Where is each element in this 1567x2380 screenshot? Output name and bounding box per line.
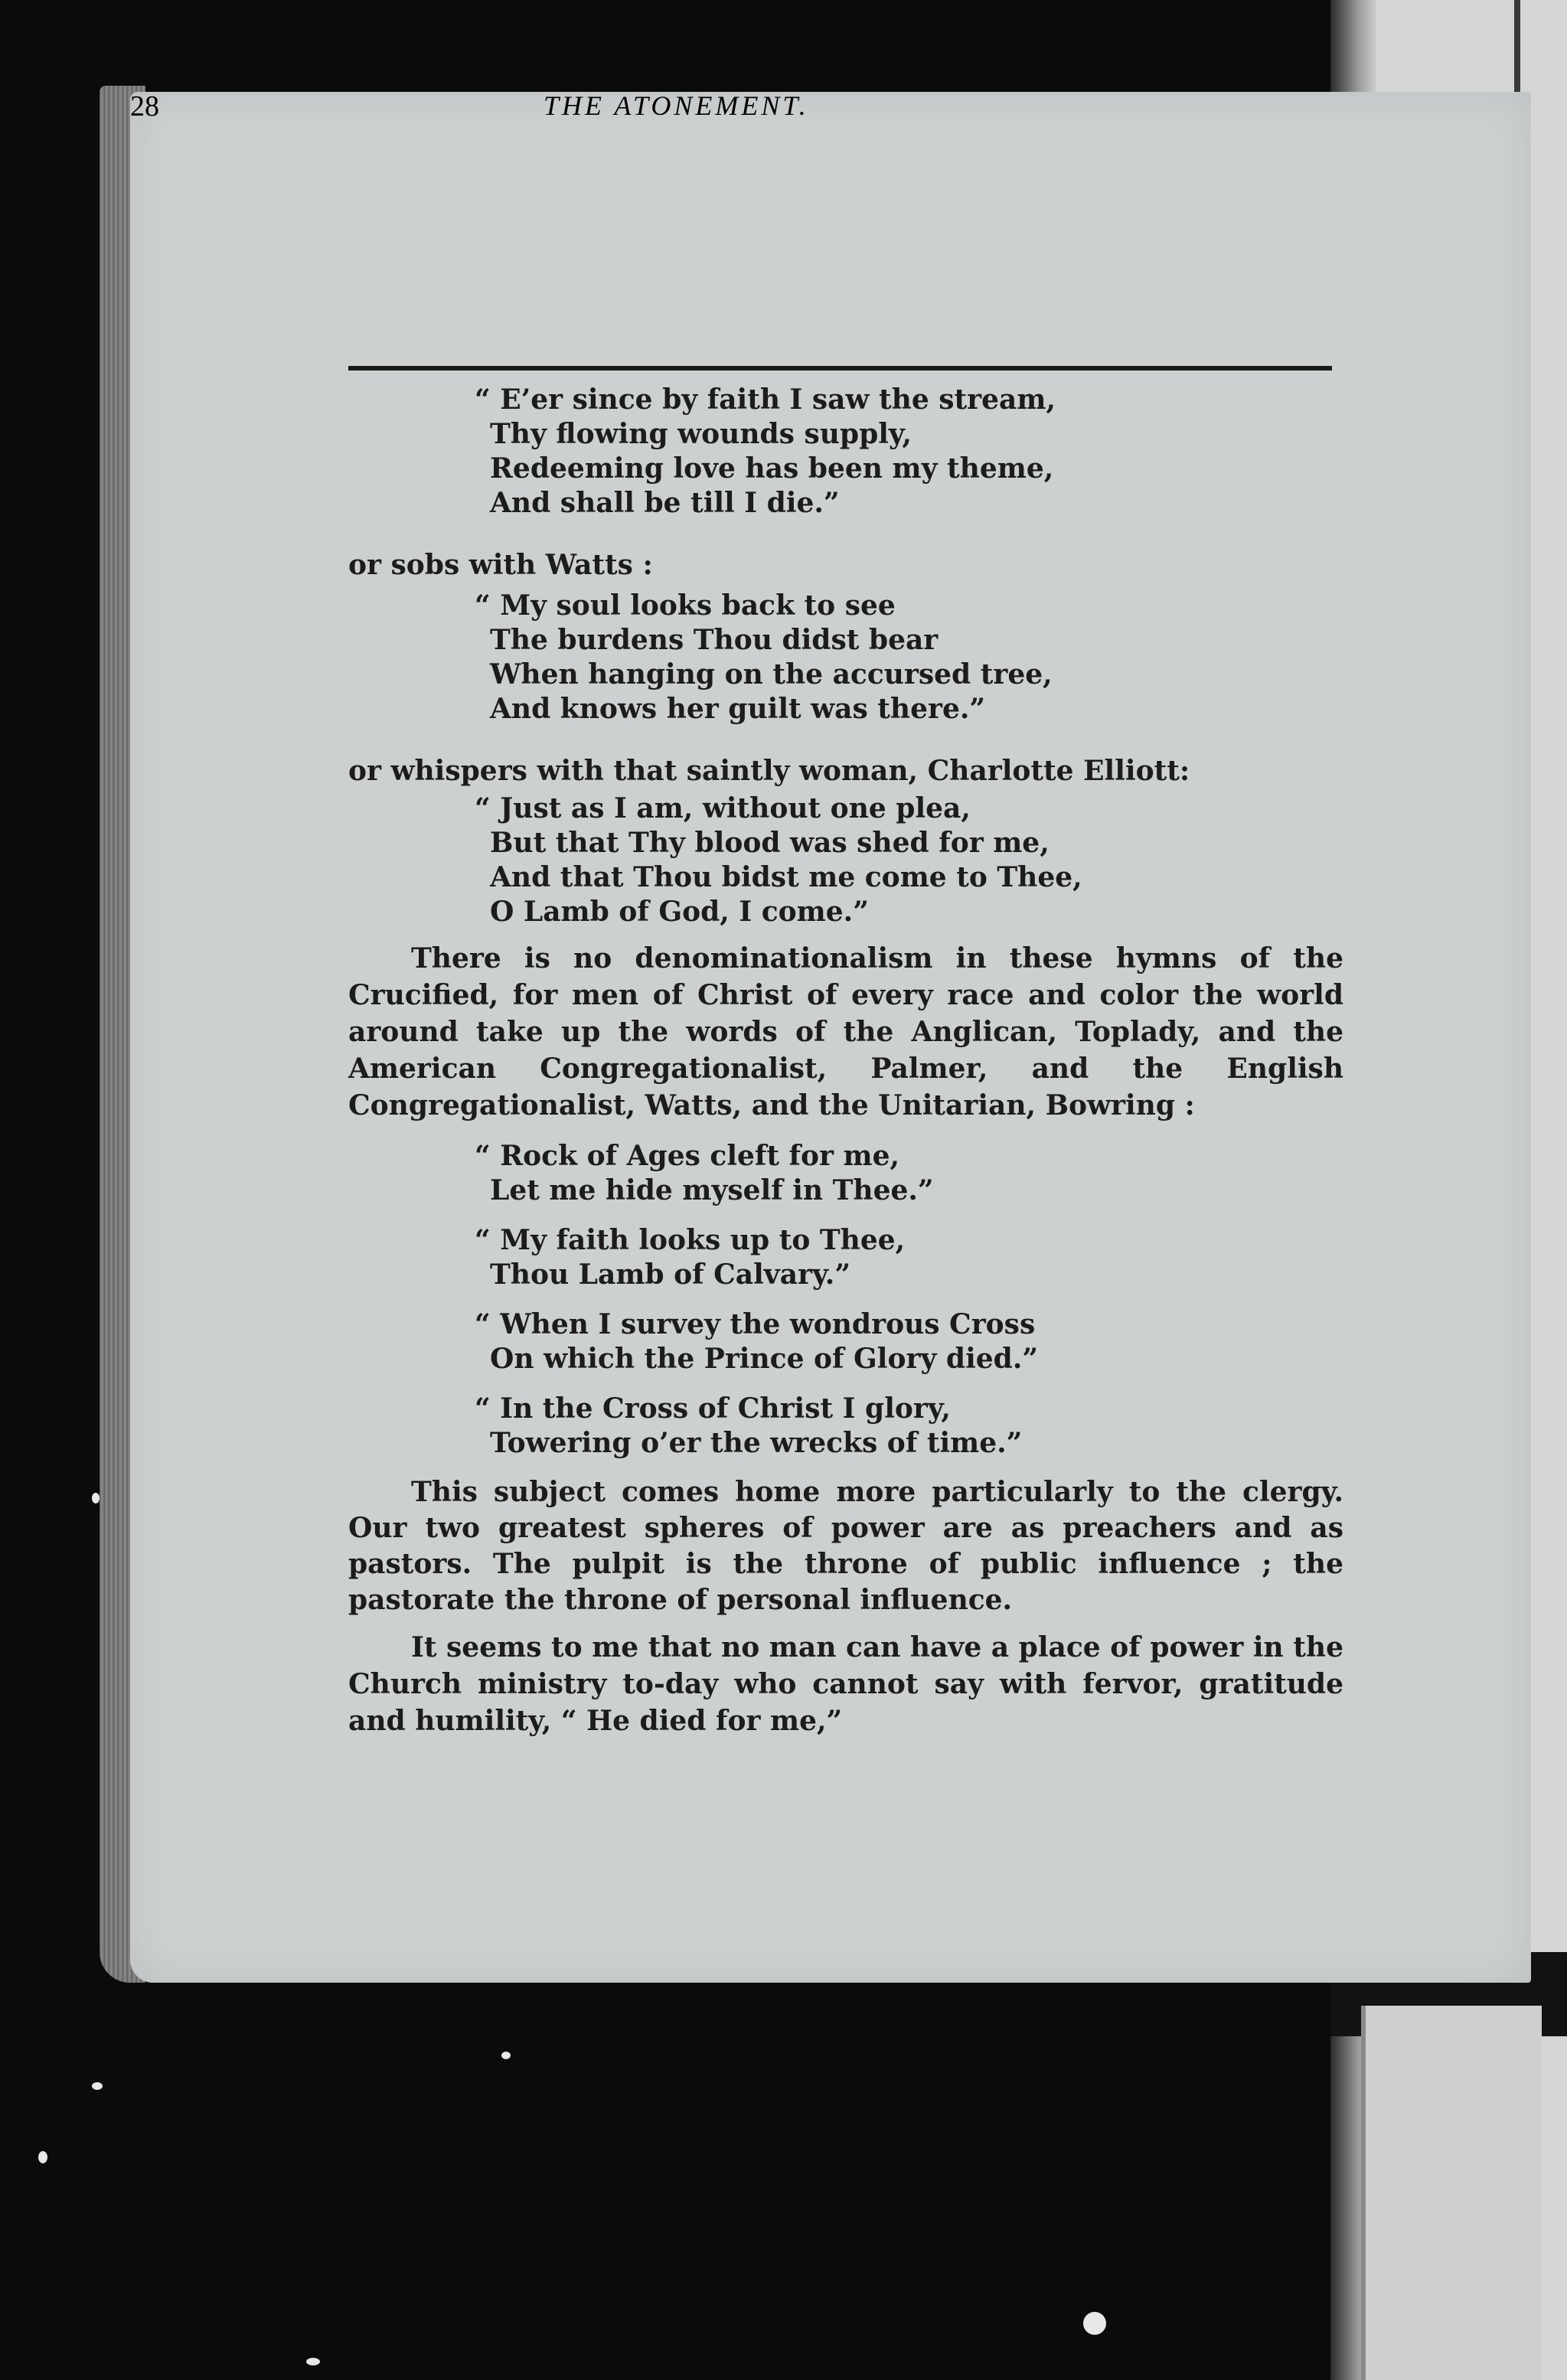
quote-toplady (348, 383, 1343, 521)
hymn-cross-of-christ (348, 1392, 1343, 1461)
intro-watts: or sobs with Watts : (348, 549, 653, 581)
dust-speck (306, 2358, 320, 2365)
verse-line: “ E’er since by faith I saw the stream, (475, 384, 1056, 416)
intro-elliott: or whispers with that saintly woman, Charlotte Elliott: (348, 755, 1190, 787)
paragraph-text: This subject comes home more particularly to the clergy. Our two greatest spheres of power are as preachers and as pastors. The pulpit is the throne of public influence ; the pastorate the throne of personal influence. (348, 1476, 1343, 1616)
verse-line: “ My faith looks up to Thee, (475, 1224, 906, 1256)
dust-speck (501, 2052, 511, 2059)
header-rule (348, 366, 1332, 371)
page-number: 28 (130, 90, 159, 122)
paragraph-he-died-for-me (348, 1629, 1343, 1739)
verse-line: And knows her guilt was there.” (490, 693, 986, 725)
hymn-rock-of-ages (348, 1139, 1343, 1208)
quote-watts (348, 589, 1343, 726)
verse-line: Thy flowing wounds supply, (490, 418, 912, 450)
verse-line: On which the Prince of Glory died.” (490, 1343, 1039, 1375)
verse-line: O Lamb of God, I come.” (490, 896, 869, 928)
dust-speck (92, 1493, 100, 1503)
verse-line: “ Just as I am, without one plea, (475, 792, 971, 824)
verse-line: “ In the Cross of Christ I glory, (475, 1392, 951, 1425)
dust-speck (38, 2151, 47, 2163)
verse-line: “ My soul looks back to see (475, 589, 896, 622)
verse-line: The burdens Thou didst bear (490, 624, 939, 656)
hymn-my-faith (348, 1223, 1343, 1292)
paragraph-denominationalism (348, 940, 1343, 1124)
page-body (348, 383, 1343, 1739)
verse-line: When hanging on the accursed tree, (490, 658, 1053, 690)
lower-page-edge (1361, 2006, 1542, 2380)
paragraph-text: There is no denominationalism in these hymns of the Crucified, for men of Christ of every race and color the world around take up the words of the Anglican, Toplady, and the American Congregationalist, Palmer, and the English Congregationalist, Watts, and the Unitarian, Bowring : (348, 942, 1343, 1121)
verse-line: Thou Lamb of Calvary.” (490, 1259, 851, 1291)
paragraph-text: It seems to me that no man can have a place of power in the Church ministry to-day who cannot say with fervor, gratitude and humility, “ He died for me,” (348, 1631, 1343, 1737)
quote-elliott (348, 792, 1343, 929)
hymn-wondrous-cross (348, 1308, 1343, 1376)
verse-line: Let me hide myself in Thee.” (490, 1174, 934, 1206)
dust-speck (92, 2082, 103, 2090)
verse-line: “ Rock of Ages cleft for me, (475, 1140, 900, 1172)
running-title: THE ATONEMENT. (544, 90, 809, 121)
verse-line: And shall be till I die.” (490, 487, 840, 519)
verse-line: “ When I survey the wondrous Cross (475, 1308, 1036, 1340)
paragraph-clergy (348, 1474, 1343, 1618)
verse-line: But that Thy blood was shed for me, (490, 827, 1050, 859)
verse-line: And that Thou bidst me come to Thee, (490, 861, 1082, 893)
dust-speck (1083, 2312, 1106, 2335)
verse-line: Towering o’er the wrecks of time.” (490, 1427, 1023, 1459)
verse-line: Redeeming love has been my theme, (490, 452, 1054, 485)
